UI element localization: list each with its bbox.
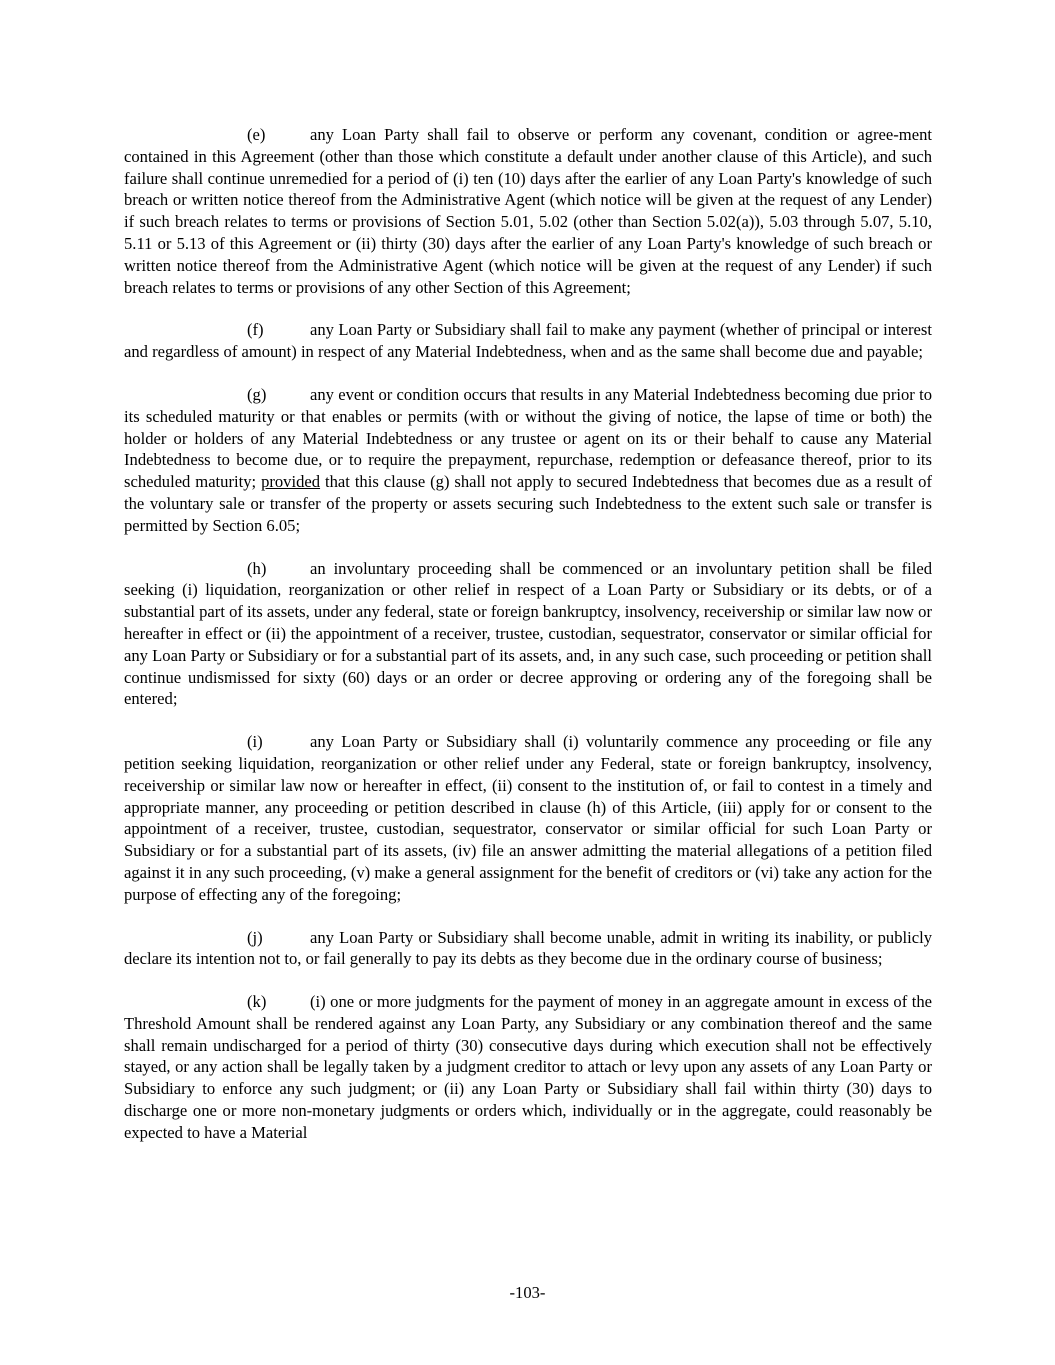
page-number: -103- <box>509 1283 546 1302</box>
clause-label: (e) <box>247 125 266 144</box>
clause-g <box>124 384 932 537</box>
clause-text: an involuntary proceeding shall be commenced or an involuntary petition shall be filed seeking (i) liquidation, reorganization or other relief in respect of a Loan Party or Subsidiary or its debts, or of a substantial part of its assets, under any federal, state or foreign bankruptcy, insolvency, receivership or similar law now or hereafter in effect or (ii) the appointment of a receiver, trustee, custodian, sequestrator, conservator or similar official for any Loan Party or Subsidiary or for a substantial part of its assets, and, in any such case, such proceeding or petition shall continue undismissed for sixty (60) days or an order or decree approving or ordering any of the foregoing shall be entered; <box>124 558 932 709</box>
clause-j <box>124 927 932 971</box>
clause-text: any Loan Party or Subsidiary shall (i) voluntarily commence any proceeding or file any petition seeking liquidation, reorganization or other relief under any Federal, state or foreign bankruptcy, insolvency, receivership or similar law now or hereafter in effect, (ii) consent to the institution of, or fail to contest in a timely and appropriate manner, any proceeding or petition described in clause (h) of this Article, (iii) apply for or consent to the appointment of a receiver, trustee, custodian, sequestrator, conservator or similar official for such Loan Party or Subsidiary or for a substantial part of its assets, (iv) file an answer admitting the material allegations of a petition filed against it in any such proceeding, (v) make a general assignment for the benefit of creditors or (vi) take any action for the purpose of effecting any of the foregoing; <box>124 732 932 904</box>
clause-text: any Loan Party or Subsidiary shall fail to make any payment (whether of principal or interest and regardless of amount) in respect of any Material Indebtedness, when and as the same shall become due and payable; <box>124 320 932 362</box>
clause-label: (j) <box>247 927 263 947</box>
clause-text: any Loan Party or Subsidiary shall become unable, admit in writing its inability, or publicly declare its intention not to, or fail generally to pay its debts as they become due in the ordinary course of business; <box>124 927 932 969</box>
clause-label: (k) <box>247 992 267 1012</box>
clause-label: (i) <box>247 732 263 752</box>
provided-term: provided <box>261 472 321 492</box>
clause-f <box>124 319 932 363</box>
clause-h <box>124 558 932 711</box>
clause-k <box>124 991 932 1144</box>
clause-text-continued: that this clause (g) shall not apply to secured Indebtedness that becomes due as a result of the voluntary sale or transfer of the property or assets securing such Indebtedness to the extent such sale or transfer is permitted by Section 6.05; <box>124 472 932 535</box>
clause-label: (f) <box>247 320 264 340</box>
clause-label: (h) <box>247 558 267 578</box>
clause-text: any event or condition occurs that results in any Material Indebtedness becoming due prior to its scheduled maturity or that enables or permits (with or without the giving of notice, the lapse of time or both) the holder or holders of any Material Indebtedness or any trustee or agent on its or their behalf to cause any Material Indebtedness to become due, or to require the prepayment, repurchase, redemption or defeasance thereof, prior to its scheduled maturity; <box>124 384 932 492</box>
clause-label: (g) <box>247 384 267 404</box>
clause-text: any Loan Party shall fail to observe or perform any covenant, condition or agree-ment contained in this Agreement (other than those which constitute a default under another clause of this Article), and such failure shall continue unremedied for a period of (i) ten (10) days after the earlier of any Loan Party's knowledge of such breach or written notice thereof from the Administrative Agent (which notice will be given at the request of any Lender) if such breach relates to terms or provisions of Section 5.01, 5.02 (other than Section 5.02(a)), 5.03 through 5.07, 5.10, 5.11 or 5.13 of this Agreement or (ii) thirty (30) days after the earlier of any Loan Party's knowledge of such breach or written notice thereof from the Administrative Agent (which notice will be given at the request of any Lender) if such breach relates to terms or provisions of any other Section of this Agreement; <box>124 125 932 297</box>
document-body <box>124 124 932 1165</box>
clause-text: (i) one or more judgments for the payment of money in an aggregate amount in excess of the Threshold Amount shall be rendered against any Loan Party, any Subsidiary or any combination thereof and the same shall remain undischarged for a period of thirty (30) consecutive days during which execution shall not be effectively stayed, or any action shall be legally taken by a judgment creditor to attach or levy upon any assets of any Loan Party or Subsidiary to enforce any such judgment; or (ii) any Loan Party or Subsidiary shall fail within thirty (30) days to discharge one or more non-monetary judgments or orders which, individually or in the aggregate, could reasonably be expected to have a Material <box>124 992 932 1142</box>
clause-e <box>124 124 932 298</box>
clause-i <box>124 731 932 905</box>
